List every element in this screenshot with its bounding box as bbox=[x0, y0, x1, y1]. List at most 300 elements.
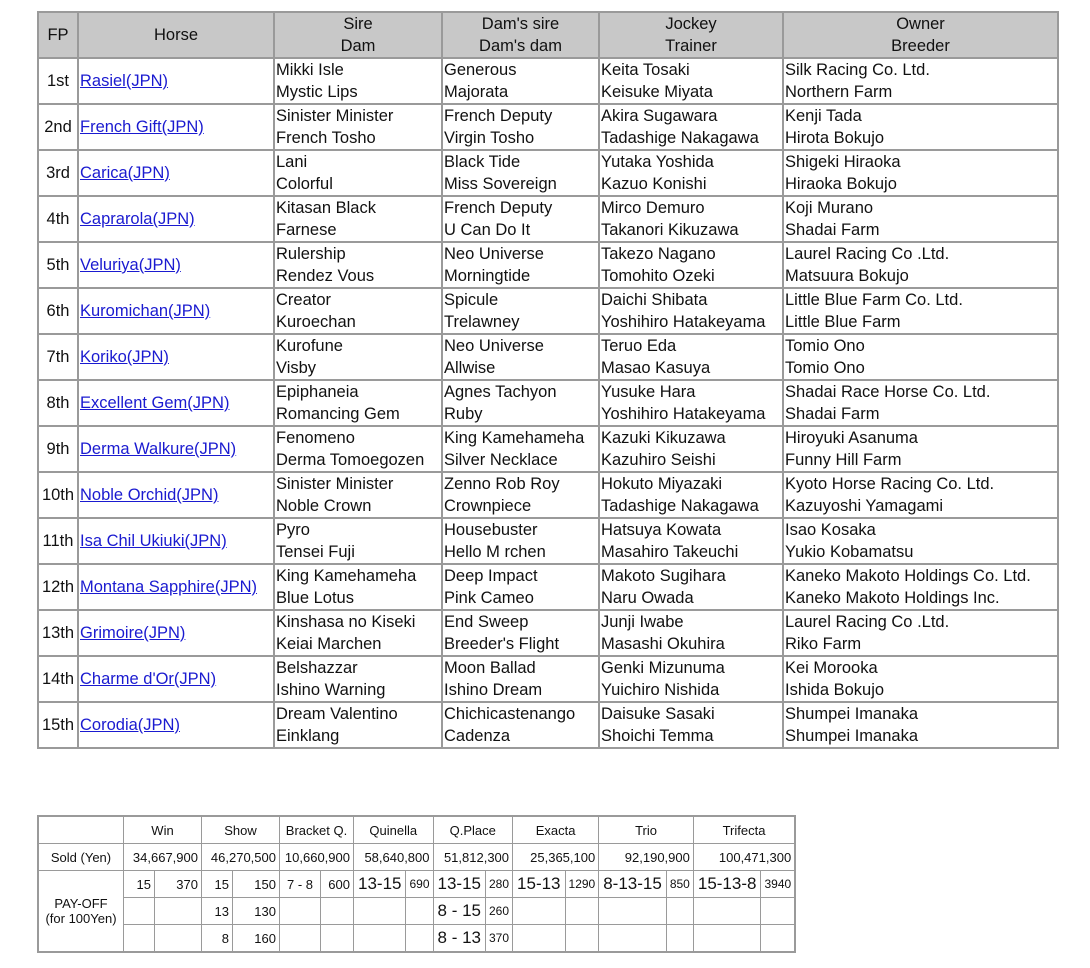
sire-dam-cell bbox=[274, 518, 442, 564]
payoff-row-3 bbox=[38, 925, 795, 953]
quinella-pay: 690 bbox=[406, 871, 433, 898]
result-row bbox=[38, 656, 1058, 702]
jockey: Yusuke Hara bbox=[601, 383, 696, 401]
dam: Kuroechan bbox=[276, 313, 356, 331]
owner-breeder-cell bbox=[783, 702, 1058, 748]
header-owner-breeder bbox=[783, 12, 1058, 58]
header-quinella: Quinella bbox=[354, 816, 434, 844]
sire-dam-cell bbox=[274, 656, 442, 702]
dam: Derma Tomoegozen bbox=[276, 451, 425, 469]
trainer: Shoichi Temma bbox=[601, 727, 714, 745]
finish-position: 12th bbox=[38, 564, 78, 610]
race-results-table bbox=[37, 11, 1059, 749]
sire: Rulership bbox=[276, 245, 346, 263]
breeder: Little Blue Farm bbox=[785, 313, 901, 331]
dams-sire-dam-cell bbox=[442, 288, 599, 334]
dams-sire: Housebuster bbox=[444, 521, 538, 539]
owner: Shumpei Imanaka bbox=[785, 705, 918, 723]
dams-sire-dam-cell bbox=[442, 334, 599, 380]
owner: Kaneko Makoto Holdings Co. Ltd. bbox=[785, 567, 1031, 585]
exacta-pay: 1290 bbox=[565, 871, 599, 898]
dams-dam: Virgin Tosho bbox=[444, 129, 535, 147]
jockey-trainer-cell bbox=[599, 334, 783, 380]
trifecta-pay: 3940 bbox=[761, 871, 795, 898]
sire: Mikki Isle bbox=[276, 61, 344, 79]
owner-breeder-cell bbox=[783, 656, 1058, 702]
horse-cell bbox=[78, 564, 274, 610]
breeder: Ishida Bokujo bbox=[785, 681, 885, 699]
dams-sire: Zenno Rob Roy bbox=[444, 475, 560, 493]
dams-sire: French Deputy bbox=[444, 199, 553, 217]
header-show: Show bbox=[202, 816, 280, 844]
trainer: Yuichiro Nishida bbox=[601, 681, 720, 699]
owner: Kyoto Horse Racing Co. Ltd. bbox=[785, 475, 995, 493]
owner: Little Blue Farm Co. Ltd. bbox=[785, 291, 963, 309]
dam: Romancing Gem bbox=[276, 405, 400, 423]
breeder: Hiraoka Bokujo bbox=[785, 175, 897, 193]
trainer: Keisuke Miyata bbox=[601, 83, 713, 101]
dam: Mystic Lips bbox=[276, 83, 358, 101]
horse-cell bbox=[78, 58, 274, 104]
sire: Pyro bbox=[276, 521, 310, 539]
q-place-pay: 280 bbox=[486, 871, 513, 898]
sire: Creator bbox=[276, 291, 332, 309]
jockey-trainer-cell bbox=[599, 104, 783, 150]
horse-link[interactable]: Veluriya(JPN) bbox=[80, 256, 181, 274]
horse-cell bbox=[78, 196, 274, 242]
owner-breeder-cell bbox=[783, 472, 1058, 518]
header-win: Win bbox=[124, 816, 202, 844]
dams-sire: French Deputy bbox=[444, 107, 553, 125]
dams-sire: Chichicastenango bbox=[444, 705, 576, 723]
sold-trifecta: 100,471,300 bbox=[693, 844, 795, 871]
results-header-row bbox=[38, 12, 1058, 58]
header-breeder: Breeder bbox=[891, 37, 950, 55]
sold-exacta: 25,365,100 bbox=[513, 844, 599, 871]
owner: Koji Murano bbox=[785, 199, 874, 217]
finish-position: 14th bbox=[38, 656, 78, 702]
horse-link[interactable]: French Gift(JPN) bbox=[80, 118, 204, 136]
sire: Belshazzar bbox=[276, 659, 358, 677]
jockey-trainer-cell bbox=[599, 656, 783, 702]
dam: Rendez Vous bbox=[276, 267, 375, 285]
header-dams-sire-dams-dam bbox=[442, 12, 599, 58]
header-jockey-trainer bbox=[599, 12, 783, 58]
show-combo: 15 bbox=[202, 871, 233, 898]
sire-dam-cell bbox=[274, 288, 442, 334]
owner-breeder-cell bbox=[783, 564, 1058, 610]
horse-cell bbox=[78, 288, 274, 334]
jockey: Daisuke Sasaki bbox=[601, 705, 715, 723]
show-combo: 13 bbox=[202, 898, 233, 925]
dams-sire: Agnes Tachyon bbox=[444, 383, 557, 401]
dams-dam: Crownpiece bbox=[444, 497, 532, 515]
horse-link[interactable]: Charme d'Or(JPN) bbox=[80, 670, 217, 688]
dams-sire: Neo Universe bbox=[444, 337, 544, 355]
horse-link[interactable]: Derma Walkure(JPN) bbox=[80, 440, 237, 458]
finish-position: 13th bbox=[38, 610, 78, 656]
owner-breeder-cell bbox=[783, 242, 1058, 288]
dams-sire: Moon Ballad bbox=[444, 659, 536, 677]
finish-position: 11th bbox=[38, 518, 78, 564]
win-pay: 370 bbox=[155, 871, 202, 898]
breeder: Hirota Bokujo bbox=[785, 129, 885, 147]
exacta-combo: 15-13 bbox=[513, 871, 565, 898]
dam: Noble Crown bbox=[276, 497, 372, 515]
jockey: Yutaka Yoshida bbox=[601, 153, 714, 171]
payoff-row-1 bbox=[38, 871, 795, 898]
owner: Silk Racing Co. Ltd. bbox=[785, 61, 930, 79]
owner: Kei Morooka bbox=[785, 659, 878, 677]
jockey-trainer-cell bbox=[599, 610, 783, 656]
sire: Fenomeno bbox=[276, 429, 355, 447]
dams-dam: Trelawney bbox=[444, 313, 520, 331]
jockey-trainer-cell bbox=[599, 518, 783, 564]
jockey-trainer-cell bbox=[599, 564, 783, 610]
payoff-table bbox=[37, 815, 796, 953]
trainer: Kazuo Konishi bbox=[601, 175, 707, 193]
q-place-pay: 370 bbox=[486, 925, 513, 953]
header-jockey: Jockey bbox=[665, 15, 717, 33]
sire-dam-cell bbox=[274, 104, 442, 150]
owner-breeder-cell bbox=[783, 426, 1058, 472]
finish-position: 10th bbox=[38, 472, 78, 518]
owner-breeder-cell bbox=[783, 518, 1058, 564]
q-place-combo: 13-15 bbox=[433, 871, 485, 898]
dam: Farnese bbox=[276, 221, 337, 239]
sire-dam-cell bbox=[274, 58, 442, 104]
result-row bbox=[38, 380, 1058, 426]
show-pay: 150 bbox=[233, 871, 280, 898]
jockey: Teruo Eda bbox=[601, 337, 677, 355]
payoff-row-2 bbox=[38, 898, 795, 925]
payoff-label: PAY-OFF (for 100Yen) bbox=[38, 871, 124, 953]
dams-sire-dam-cell bbox=[442, 702, 599, 748]
finish-position: 3rd bbox=[38, 150, 78, 196]
finish-position: 9th bbox=[38, 426, 78, 472]
horse-link[interactable]: Carica(JPN) bbox=[80, 164, 170, 182]
finish-position: 15th bbox=[38, 702, 78, 748]
sold-win: 34,667,900 bbox=[124, 844, 202, 871]
jockey: Mirco Demuro bbox=[601, 199, 705, 217]
dams-sire-dam-cell bbox=[442, 104, 599, 150]
result-row bbox=[38, 58, 1058, 104]
jockey-trainer-cell bbox=[599, 426, 783, 472]
dams-sire-dam-cell bbox=[442, 242, 599, 288]
dams-dam: Cadenza bbox=[444, 727, 511, 745]
horse-link[interactable]: Kuromichan(JPN) bbox=[80, 302, 211, 320]
result-row bbox=[38, 104, 1058, 150]
breeder: Shumpei Imanaka bbox=[785, 727, 918, 745]
horse-cell bbox=[78, 518, 274, 564]
sold-q-place: 51,812,300 bbox=[433, 844, 513, 871]
breeder: Shadai Farm bbox=[785, 221, 880, 239]
result-row bbox=[38, 610, 1058, 656]
header-fp: FP bbox=[38, 12, 78, 58]
breeder: Matsuura Bokujo bbox=[785, 267, 909, 285]
dams-sire-dam-cell bbox=[442, 564, 599, 610]
result-row bbox=[38, 242, 1058, 288]
result-row bbox=[38, 426, 1058, 472]
bracket-q-pay: 600 bbox=[321, 871, 354, 898]
sire: Kitasan Black bbox=[276, 199, 376, 217]
dams-dam: Allwise bbox=[444, 359, 496, 377]
finish-position: 1st bbox=[38, 58, 78, 104]
dams-sire-dam-cell bbox=[442, 472, 599, 518]
jockey-trainer-cell bbox=[599, 380, 783, 426]
sire: Epiphaneia bbox=[276, 383, 359, 401]
horse-link[interactable]: Isa Chil Ukiuki(JPN) bbox=[80, 532, 227, 550]
owner: Shigeki Hiraoka bbox=[785, 153, 901, 171]
horse-cell bbox=[78, 242, 274, 288]
trainer: Kazuhiro Seishi bbox=[601, 451, 716, 469]
dam: Ishino Warning bbox=[276, 681, 386, 699]
dams-sire-dam-cell bbox=[442, 426, 599, 472]
trio-pay: 850 bbox=[666, 871, 693, 898]
owner-breeder-cell bbox=[783, 196, 1058, 242]
horse-link[interactable]: Excellent Gem(JPN) bbox=[80, 394, 230, 412]
dams-dam: Ishino Dream bbox=[444, 681, 543, 699]
owner: Kenji Tada bbox=[785, 107, 862, 125]
breeder: Kaneko Makoto Holdings Inc. bbox=[785, 589, 1000, 607]
jockey: Junji Iwabe bbox=[601, 613, 684, 631]
owner-breeder-cell bbox=[783, 288, 1058, 334]
header-dams-sire: Dam's sire bbox=[481, 15, 560, 33]
finish-position: 7th bbox=[38, 334, 78, 380]
dam: Colorful bbox=[276, 175, 333, 193]
trio-combo: 8-13-15 bbox=[599, 871, 667, 898]
dams-sire-dam-cell bbox=[442, 196, 599, 242]
result-row bbox=[38, 334, 1058, 380]
sold-show: 46,270,500 bbox=[202, 844, 280, 871]
owner: Isao Kosaka bbox=[785, 521, 876, 539]
horse-cell bbox=[78, 334, 274, 380]
dams-sire-dam-cell bbox=[442, 380, 599, 426]
owner-breeder-cell bbox=[783, 380, 1058, 426]
jockey-trainer-cell bbox=[599, 196, 783, 242]
trainer: Takanori Kikuzawa bbox=[601, 221, 739, 239]
horse-cell bbox=[78, 610, 274, 656]
breeder: Riko Farm bbox=[785, 635, 862, 653]
owner-breeder-cell bbox=[783, 334, 1058, 380]
jockey: Kazuki Kikuzawa bbox=[601, 429, 726, 447]
breeder: Northern Farm bbox=[785, 83, 893, 101]
header-owner: Owner bbox=[896, 15, 945, 33]
dams-dam: Ruby bbox=[444, 405, 483, 423]
jockey-trainer-cell bbox=[599, 58, 783, 104]
horse-link[interactable]: Noble Orchid(JPN) bbox=[80, 486, 219, 504]
header-trifecta: Trifecta bbox=[693, 816, 795, 844]
dams-sire-dam-cell bbox=[442, 656, 599, 702]
owner-breeder-cell bbox=[783, 104, 1058, 150]
horse-link[interactable]: Corodia(JPN) bbox=[80, 716, 180, 734]
header-dam: Dam bbox=[340, 37, 376, 55]
dams-sire: Black Tide bbox=[444, 153, 521, 171]
header-bracket-q: Bracket Q. bbox=[280, 816, 354, 844]
breeder: Funny Hill Farm bbox=[785, 451, 902, 469]
dams-sire-dam-cell bbox=[442, 610, 599, 656]
dams-sire: Generous bbox=[444, 61, 517, 79]
breeder: Shadai Farm bbox=[785, 405, 880, 423]
sire: Sinister Minister bbox=[276, 107, 394, 125]
q-place-pay: 260 bbox=[486, 898, 513, 925]
trainer: Tadashige Nakagawa bbox=[601, 129, 759, 147]
header-trio: Trio bbox=[599, 816, 694, 844]
horse-cell bbox=[78, 150, 274, 196]
sire-dam-cell bbox=[274, 610, 442, 656]
show-pay: 130 bbox=[233, 898, 280, 925]
sire: Dream Valentino bbox=[276, 705, 398, 723]
breeder: Kazuyoshi Yamagami bbox=[785, 497, 944, 515]
payoff-corner bbox=[38, 816, 124, 844]
sold-row bbox=[38, 844, 795, 871]
jockey-trainer-cell bbox=[599, 288, 783, 334]
result-row bbox=[38, 196, 1058, 242]
dam: Visby bbox=[276, 359, 317, 377]
owner-breeder-cell bbox=[783, 58, 1058, 104]
show-pay: 160 bbox=[233, 925, 280, 953]
q-place-combo: 8 - 13 bbox=[433, 925, 485, 953]
sire-dam-cell bbox=[274, 242, 442, 288]
trainer: Yoshihiro Hatakeyama bbox=[601, 313, 766, 331]
finish-position: 8th bbox=[38, 380, 78, 426]
dams-sire: End Sweep bbox=[444, 613, 529, 631]
finish-position: 2nd bbox=[38, 104, 78, 150]
trainer: Masao Kasuya bbox=[601, 359, 711, 377]
payoff-header-row bbox=[38, 816, 795, 844]
jockey-trainer-cell bbox=[599, 150, 783, 196]
breeder: Tomio Ono bbox=[785, 359, 865, 377]
result-row bbox=[38, 702, 1058, 748]
dam: Blue Lotus bbox=[276, 589, 354, 607]
result-row bbox=[38, 472, 1058, 518]
trainer: Masashi Okuhira bbox=[601, 635, 725, 653]
dams-sire: Spicule bbox=[444, 291, 499, 309]
sold-trio: 92,190,900 bbox=[599, 844, 694, 871]
win-combo: 15 bbox=[124, 871, 155, 898]
header-sire: Sire bbox=[343, 15, 373, 33]
sire-dam-cell bbox=[274, 426, 442, 472]
q-place-combo: 8 - 15 bbox=[433, 898, 485, 925]
dams-dam: Pink Cameo bbox=[444, 589, 534, 607]
dams-sire: Neo Universe bbox=[444, 245, 544, 263]
horse-cell bbox=[78, 702, 274, 748]
sire-dam-cell bbox=[274, 564, 442, 610]
sire-dam-cell bbox=[274, 150, 442, 196]
result-row bbox=[38, 150, 1058, 196]
dams-sire-dam-cell bbox=[442, 58, 599, 104]
dam: Keiai Marchen bbox=[276, 635, 382, 653]
owner-breeder-cell bbox=[783, 150, 1058, 196]
header-q-place: Q.Place bbox=[433, 816, 513, 844]
owner: Laurel Racing Co .Ltd. bbox=[785, 245, 950, 263]
horse-link[interactable]: Grimoire(JPN) bbox=[80, 624, 186, 642]
sire: Sinister Minister bbox=[276, 475, 394, 493]
owner: Shadai Race Horse Co. Ltd. bbox=[785, 383, 991, 401]
dams-dam: Hello M rchen bbox=[444, 543, 546, 561]
sire-dam-cell bbox=[274, 380, 442, 426]
jockey: Akira Sugawara bbox=[601, 107, 718, 125]
dams-sire-dam-cell bbox=[442, 150, 599, 196]
dam: French Tosho bbox=[276, 129, 376, 147]
jockey: Takezo Nagano bbox=[601, 245, 716, 263]
horse-cell bbox=[78, 104, 274, 150]
jockey-trainer-cell bbox=[599, 242, 783, 288]
dams-dam: U Can Do It bbox=[444, 221, 531, 239]
dam: Einklang bbox=[276, 727, 340, 745]
finish-position: 5th bbox=[38, 242, 78, 288]
jockey: Hokuto Miyazaki bbox=[601, 475, 723, 493]
trainer: Tadashige Nakagawa bbox=[601, 497, 759, 515]
header-dams-dam: Dam's dam bbox=[479, 37, 562, 55]
breeder: Yukio Kobamatsu bbox=[785, 543, 914, 561]
jockey: Hatsuya Kowata bbox=[601, 521, 722, 539]
sold-bracket-q: 10,660,900 bbox=[280, 844, 354, 871]
jockey: Daichi Shibata bbox=[601, 291, 708, 309]
dam: Tensei Fuji bbox=[276, 543, 355, 561]
sire: Kinshasa no Kiseki bbox=[276, 613, 416, 631]
horse-cell bbox=[78, 380, 274, 426]
horse-link[interactable]: Montana Sapphire(JPN) bbox=[80, 578, 258, 596]
quinella-combo: 13-15 bbox=[354, 871, 406, 898]
sire-dam-cell bbox=[274, 702, 442, 748]
dams-sire-dam-cell bbox=[442, 518, 599, 564]
dams-dam: Majorata bbox=[444, 83, 509, 101]
trainer: Naru Owada bbox=[601, 589, 694, 607]
result-row bbox=[38, 288, 1058, 334]
jockey-trainer-cell bbox=[599, 702, 783, 748]
bracket-q-combo: 7 - 8 bbox=[280, 871, 321, 898]
header-exacta: Exacta bbox=[513, 816, 599, 844]
dams-dam: Morningtide bbox=[444, 267, 531, 285]
owner: Laurel Racing Co .Ltd. bbox=[785, 613, 950, 631]
sire-dam-cell bbox=[274, 334, 442, 380]
header-sire-dam bbox=[274, 12, 442, 58]
horse-link[interactable]: Rasiel(JPN) bbox=[80, 72, 169, 90]
sold-quinella: 58,640,800 bbox=[354, 844, 434, 871]
jockey: Keita Tosaki bbox=[601, 61, 690, 79]
sire-dam-cell bbox=[274, 196, 442, 242]
trifecta-combo: 15-13-8 bbox=[693, 871, 761, 898]
horse-cell bbox=[78, 472, 274, 518]
jockey-trainer-cell bbox=[599, 472, 783, 518]
sire-dam-cell bbox=[274, 472, 442, 518]
result-row bbox=[38, 564, 1058, 610]
dams-dam: Breeder's Flight bbox=[444, 635, 560, 653]
result-row bbox=[38, 518, 1058, 564]
trainer: Tomohito Ozeki bbox=[601, 267, 715, 285]
sire: Lani bbox=[276, 153, 308, 171]
finish-position: 4th bbox=[38, 196, 78, 242]
finish-position: 6th bbox=[38, 288, 78, 334]
dams-sire: Deep Impact bbox=[444, 567, 538, 585]
horse-link[interactable]: Koriko(JPN) bbox=[80, 348, 169, 366]
horse-cell bbox=[78, 426, 274, 472]
sire: King Kamehameha bbox=[276, 567, 417, 585]
dams-dam: Miss Sovereign bbox=[444, 175, 557, 193]
dams-dam: Silver Necklace bbox=[444, 451, 558, 469]
jockey: Genki Mizunuma bbox=[601, 659, 725, 677]
sire: Kurofune bbox=[276, 337, 343, 355]
horse-link[interactable]: Caprarola(JPN) bbox=[80, 210, 195, 228]
trainer: Yoshihiro Hatakeyama bbox=[601, 405, 766, 423]
owner: Hiroyuki Asanuma bbox=[785, 429, 918, 447]
dams-sire: King Kamehameha bbox=[444, 429, 585, 447]
horse-cell bbox=[78, 656, 274, 702]
header-horse: Horse bbox=[78, 12, 274, 58]
show-combo: 8 bbox=[202, 925, 233, 953]
jockey: Makoto Sugihara bbox=[601, 567, 726, 585]
